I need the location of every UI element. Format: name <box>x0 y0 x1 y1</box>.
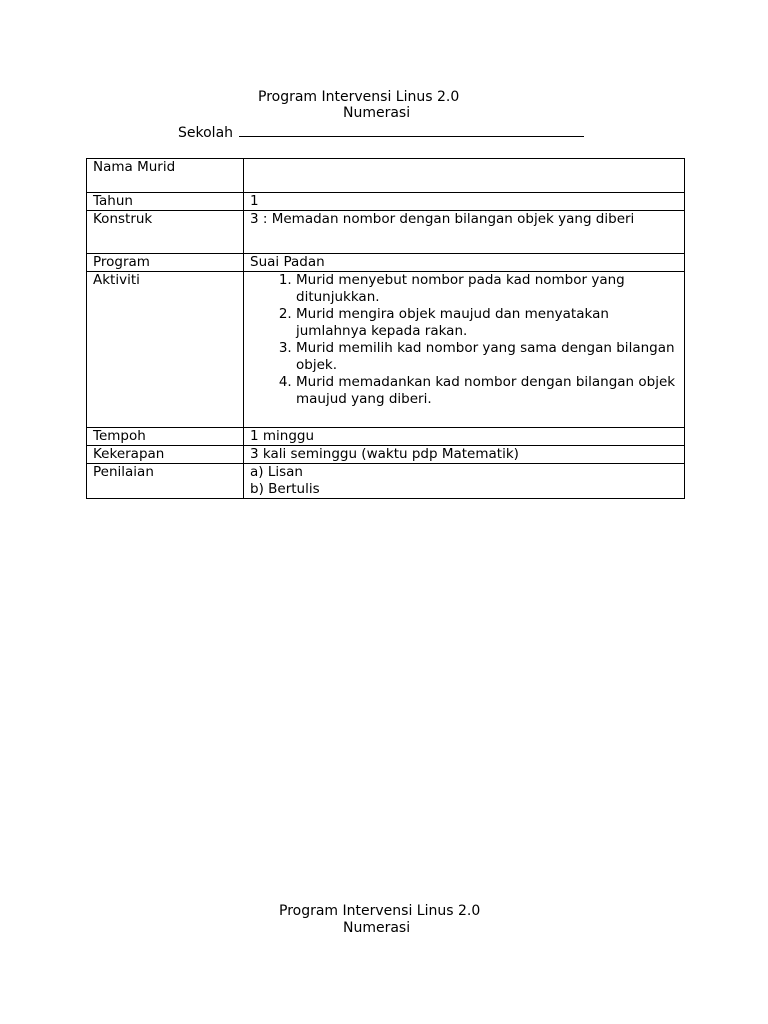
table-row <box>87 254 685 272</box>
penilaian-lisan: a) Lisan <box>250 464 303 480</box>
row-value-tahun: 1 <box>244 193 685 211</box>
table-row <box>87 159 685 193</box>
list-item: 3. Murid memilih kad nombor yang sama dengan bilangan objek. <box>296 340 684 374</box>
page-title: Program Intervensi Linus 2.0 <box>258 89 460 105</box>
row-value-tempoh: 1 minggu <box>244 428 685 446</box>
list-item: 1. Murid menyebut nombor pada kad nombor yang ditunjukkan. <box>296 272 684 306</box>
page-subtitle: Numerasi <box>343 105 411 121</box>
row-label-program: Program <box>87 254 244 272</box>
list-item: 2. Murid mengira objek maujud dan menyatakan jumlahnya kepada rakan. <box>296 306 684 340</box>
row-label-tahun: Tahun <box>87 193 244 211</box>
table-row <box>87 272 685 428</box>
row-value-program: Suai Padan <box>244 254 685 272</box>
sekolah-blank-line <box>239 122 584 137</box>
activity-list <box>250 272 684 408</box>
row-value-aktiviti <box>244 272 685 428</box>
row-value-konstruk: 3 : Memadan nombor dengan bilangan objek yang diberi <box>244 211 685 254</box>
program-info-table <box>86 158 685 499</box>
sekolah-field <box>178 122 584 142</box>
row-label-kekerapan: Kekerapan <box>87 446 244 464</box>
sekolah-label: Sekolah <box>178 125 234 141</box>
row-value-kekerapan: 3 kali seminggu (waktu pdp Matematik) <box>244 446 685 464</box>
table-row <box>87 446 685 464</box>
row-value-nama-murid <box>244 159 685 193</box>
row-label-nama-murid: Nama Murid <box>87 159 244 193</box>
table-row <box>87 428 685 446</box>
row-label-penilaian: Penilaian <box>87 464 244 499</box>
row-label-aktiviti: Aktiviti <box>87 272 244 428</box>
penilaian-bertulis: b) Bertulis <box>250 481 320 497</box>
footer-subtitle: Numerasi <box>343 920 411 936</box>
footer-title: Program Intervensi Linus 2.0 <box>279 903 481 919</box>
table-row <box>87 193 685 211</box>
table-row <box>87 464 685 499</box>
row-label-tempoh: Tempoh <box>87 428 244 446</box>
list-item: 4. Murid memadankan kad nombor dengan bilangan objek maujud yang diberi. <box>296 374 684 408</box>
table-row <box>87 211 685 254</box>
row-value-penilaian <box>244 464 685 499</box>
row-label-konstruk: Konstruk <box>87 211 244 254</box>
